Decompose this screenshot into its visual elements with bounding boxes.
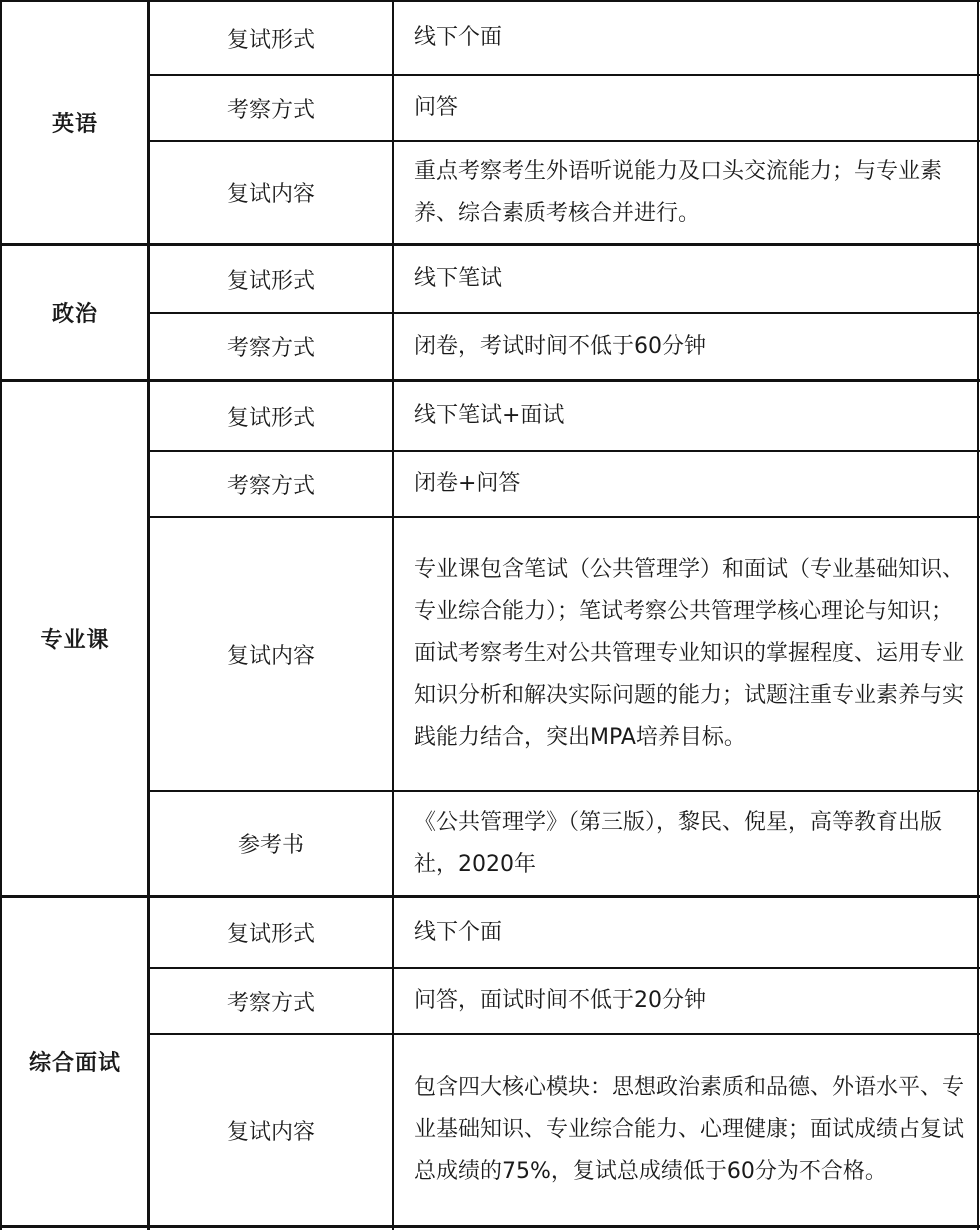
row-value: 线下个面 <box>414 919 503 945</box>
row-label: 考察方式 <box>226 97 315 123</box>
row-value: 《公共管理学》（第三版），黎民、倪星，高等教育出版社，2020年 <box>414 809 943 877</box>
row-value: 线下笔试+面试 <box>414 403 565 428</box>
row-value: 闭卷+问答 <box>414 471 521 496</box>
row-value: 线下笔试 <box>414 266 503 291</box>
row-label: 复试内容 <box>226 182 315 207</box>
table-border-right <box>977 0 979 1230</box>
category-cell: 专业课 <box>40 628 110 653</box>
category-cell: 政治 <box>51 302 98 327</box>
row-value: 问答，面试时间不低于20分钟 <box>414 988 706 1013</box>
row-label: 复试内容 <box>226 1119 315 1145</box>
row-label: 考察方式 <box>226 473 315 499</box>
row-label: 复试形式 <box>226 27 315 53</box>
row-label: 复试形式 <box>226 405 315 431</box>
category-cell: 综合面试 <box>28 1051 121 1076</box>
row-value: 重点考察考生外语听说能力及口头交流能力；与专业素养、综合素质考核合并进行。 <box>414 158 943 226</box>
section-divider <box>0 1225 980 1228</box>
row-label: 考察方式 <box>226 990 315 1016</box>
row-value: 问答 <box>414 95 459 120</box>
row-label: 复试形式 <box>226 922 315 947</box>
row-value: 线下个面 <box>414 25 503 50</box>
table-column-divider <box>392 0 394 1230</box>
row-value: 专业课包含笔试（公共管理学）和面试（专业基础知识、专业综合能力）；笔试考察公共管理学核心理论与知识；面试考察考生对公共管理专业知识的掌握程度、运用专业知识分析和解决实际问题的能力；试题注重专业素养与实践能力结合，突出MPA培养目标。 <box>414 557 965 750</box>
row-label: 考察方式 <box>226 336 315 361</box>
category-cell: 英语 <box>51 112 98 137</box>
row-label: 复试内容 <box>226 643 315 669</box>
row-value: 包含四大核心模块：思想政治素质和品德、外语水平、专业基础知识、专业综合能力、心理健康；面试成绩占复试总成绩的75%，复试总成绩低于60分为不合格。 <box>414 1075 965 1184</box>
row-value: 闭卷，考试时间不低于60分钟 <box>414 333 706 359</box>
row-label: 参考书 <box>237 833 304 858</box>
row-label: 复试形式 <box>226 268 315 294</box>
